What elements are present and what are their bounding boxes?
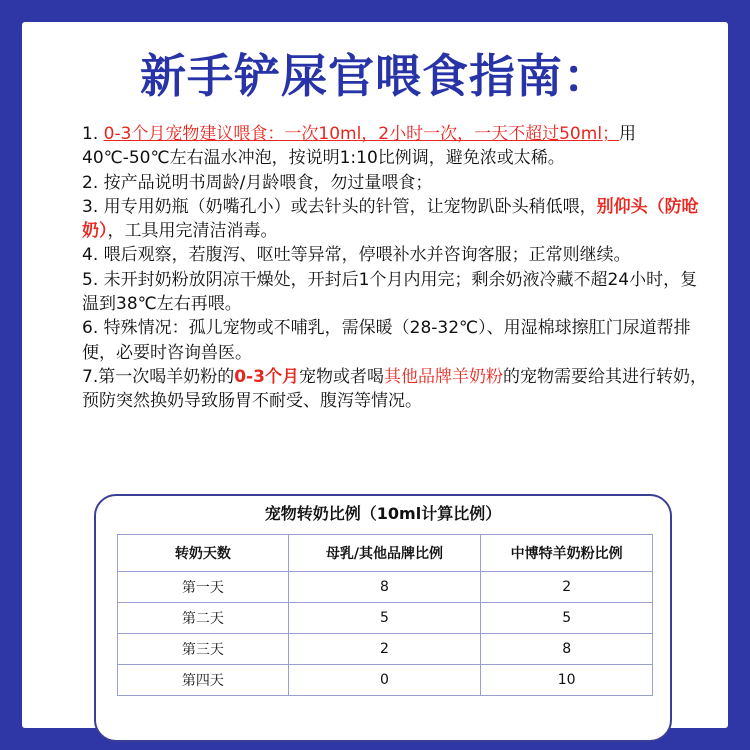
table-cell: 0 [288,665,481,696]
guide-item-6: 6. 特殊情况：孤儿宠物或不哺乳，需保暖（28-32℃）、用湿棉球擦肛门尿道帮排便，必要时咨询兽医。 [82,318,691,363]
transition-ratio-table-box [94,494,672,742]
table-cell: 5 [481,603,653,634]
guide-item-1: 1. 0-3个月宠物建议喂食：一次10ml，2小时一次，一天不超过50ml；用40℃-50℃左右温水冲泡，按说明1:10比例调，避免浓或太稀。 [82,124,637,169]
table-cell: 第二天 [118,603,289,634]
table-row [118,603,653,634]
table-row [118,634,653,665]
table-cell: 2 [481,572,653,603]
table-cell: 8 [288,572,481,603]
page-title: 新手铲屎官喂食指南： [140,49,610,103]
table-cell: 2 [288,634,481,665]
table-cell: 10 [481,665,653,696]
table-cell: 第四天 [118,665,289,696]
guide-item-2: 2. 按产品说明书周龄/月龄喂食，勿过量喂食； [82,172,433,193]
table-row [118,665,653,696]
guide-item-7-highlight-brand: 其他品牌羊奶粉 [383,366,503,387]
guide-item-7-highlight-age: 0-3个月 [234,366,299,387]
table-title: 宠物转奶比例（10ml计算比例） [264,504,502,523]
guide-item-7: 7.第一次喝羊奶粉的0-3个月宠物或者喝其他品牌羊奶粉的宠物需要给其进行转奶，预防突然换奶导致肠胃不耐受、腹泻等情况。 [82,366,707,412]
table-cell: 5 [288,603,481,634]
guide-card [22,22,728,728]
guide-item-5: 5. 未开封奶粉放阴凉干燥处，开封后1个月内用完；剩余奶液冷藏不超24小时，复温到38℃左右再喂。 [82,269,698,315]
feeding-guide-text [82,122,714,414]
table-cell: 第三天 [118,634,289,665]
table-row [118,572,653,603]
table-cell: 第一天 [118,572,289,603]
table-header-row [118,535,653,572]
guide-item-3: 3. 用专用奶瓶（奶嘴孔小）或去针头的针管，让宠物趴卧头稍低喂，别仰头（防呛奶），工具用完清洁消毒。 [82,196,699,242]
header-zhongbote-ratio: 中博特羊奶粉比例 [481,535,653,572]
guide-item-3-highlight: 别仰头（防呛奶） [82,196,699,242]
transition-ratio-table [117,534,653,696]
table-cell: 8 [481,634,653,665]
guide-item-1-highlight: 0-3个月宠物建议喂食：一次10ml，2小时一次，一天不超过50ml； [103,124,620,144]
header-other-brand-ratio: 母乳/其他品牌比例 [288,535,481,572]
guide-item-4: 4. 喂后观察，若腹泻、呕吐等异常，停喂补水并咨询客服；正常则继续。 [82,245,631,266]
header-days: 转奶天数 [118,535,289,572]
